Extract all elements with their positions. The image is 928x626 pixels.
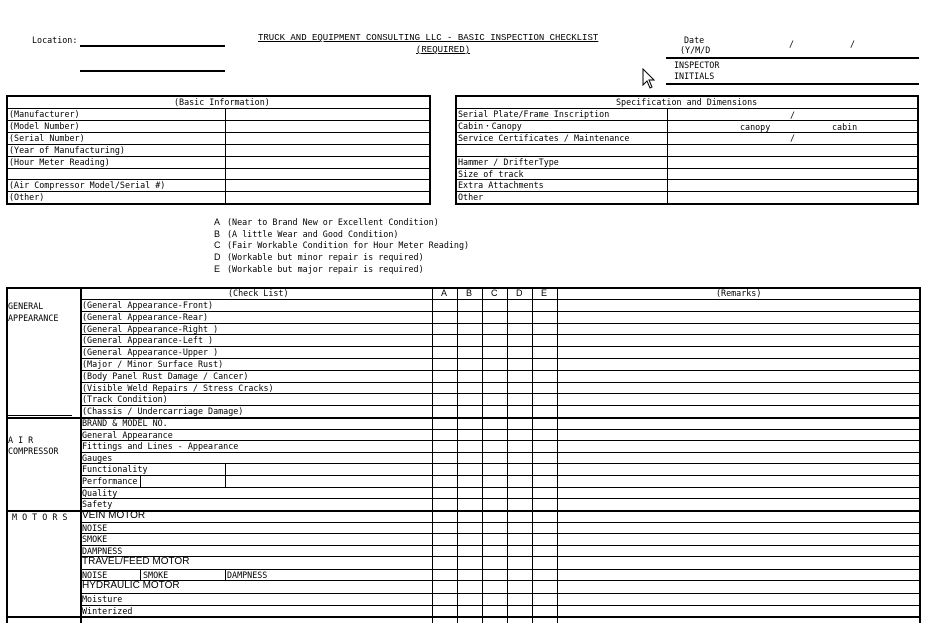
grade-letter: D [214,252,221,263]
spec-label: Cabin・Canopy [458,120,522,131]
grade-letter: E [214,263,221,274]
checklist-item: (General Appearance-Rear) [82,311,209,322]
location-label: Location: [32,35,78,45]
motor-heading: VEIN MOTOR [82,509,146,521]
row-divider [80,393,919,394]
spec-label: Extra Attachments [458,180,544,191]
spec-label: Size of track [458,168,524,179]
row-divider [80,463,919,464]
spec-label: Other [458,192,484,203]
motor-heading: HYDRAULIC MOTOR [82,580,180,592]
grade-description: (A little Wear and Good Condition) [227,228,399,239]
checklist-item: Performance [82,476,138,486]
section-label: A I R [8,435,34,445]
row-divider [80,429,919,430]
checklist-item: (General Appearance-Right ) [82,323,219,334]
grade-column-divider [457,287,458,623]
date-label: Date [684,35,705,45]
location-line-1[interactable] [80,45,225,47]
row-divider [80,487,919,488]
date-separator: / [850,39,856,49]
grade-letter: A [214,217,221,227]
table-right-border [919,287,921,623]
row-divider [80,605,919,606]
row-divider [80,522,919,523]
checklist-item: (General Appearance-Upper ) [82,347,219,358]
checklist-item: Quality [82,487,118,498]
grade-letter: C [214,240,221,251]
checklist-item: (Body Panel Rust Damage / Cancer) [82,370,249,381]
section-underline [8,415,72,416]
sub-cell-divider [140,475,141,487]
checklist-item: (Chassis / Undercarriage Damage) [82,406,244,417]
row-divider [6,191,431,192]
grade-column-divider [557,287,558,623]
grade-column-divider [507,287,508,623]
basic-info-label: (Air Compressor Model/Serial #) [9,180,166,191]
spec-label: Service Certificates / Maintenance [458,132,630,143]
checklist-item: Moisture [82,594,123,605]
row-divider [80,580,919,581]
row-divider [455,144,919,145]
grade-column-header: A [441,288,448,298]
checklist-item: SMOKE [82,534,108,545]
basic-info-label: (Manufacturer) [9,109,80,119]
initials-label: INITIALS [674,71,715,81]
row-divider [455,168,919,169]
checklist-item: (Visible Weld Repairs / Stress Cracks) [82,382,274,393]
canopy-option[interactable]: canopy [740,122,771,132]
row-divider [455,191,919,192]
row-divider [6,168,431,169]
row-divider [80,545,919,546]
checklist-item: Fittings and Lines - Appearance [82,441,239,452]
column-divider [225,108,226,205]
grade-column-header: B [466,288,473,298]
grade-description: (Workable but major repair is required) [227,263,424,274]
row-divider [80,452,919,453]
basic-info-label: (Other) [9,192,45,203]
checklist-item: BRAND & MODEL NO. [82,418,168,428]
document-title: TRUCK AND EQUIPMENT CONSULTING LLC - BASIC INSPECTION CHECKLIST [258,33,599,43]
checklist-item: (Track Condition) [82,394,168,405]
grade-column-header: E [541,288,548,298]
cabin-option[interactable]: cabin [832,122,858,132]
grade-description: (Near to Brand New or Excellent Condition) [227,217,439,227]
section-label: APPEARANCE [8,313,59,323]
basic-info-label: (Model Number) [9,120,80,131]
date-format-label: (Y/M/D [680,45,711,55]
basic-info-label: (Serial Number) [9,132,85,143]
date-separator: / [789,39,795,49]
row-divider [80,533,919,534]
spec-slash: / [790,110,796,120]
checklist-item: (General Appearance-Front) [82,300,214,310]
sub-cell-divider [225,463,226,486]
motor-heading: TRAVEL/FEED MOTOR [82,556,190,568]
checklist-item: NOISE [82,570,108,581]
section-label: M O T O R S [12,511,68,522]
inspector-label: INSPECTOR [674,60,720,70]
grade-description: (Workable but minor repair is required) [227,252,424,263]
checklist-item: DAMPNESS [227,570,268,581]
spec-slash: / [790,133,796,143]
section-label: GENERAL [8,301,44,311]
remarks-heading: (Remarks) [716,288,762,298]
table-top-border [6,287,919,289]
checklist-item: DAMPNESS [82,545,123,556]
document-subtitle: (REQUIRED) [416,45,471,55]
checklist-item: NOISE [82,522,108,533]
basic-info-heading: (Basic Information) [174,97,270,107]
initials-underline[interactable] [666,83,919,85]
grade-column-divider [532,287,533,623]
location-line-2[interactable] [80,70,225,72]
row-divider [455,120,919,121]
checklist-heading: (Check List) [228,288,289,298]
basic-info-label: (Hour Meter Reading) [9,156,110,167]
checklist-item: (Major / Minor Surface Rust) [82,359,224,369]
checklist-item: Safety [82,499,113,510]
checklist-item: Gauges [82,452,113,463]
checklist-item: Winterized [82,605,133,616]
grade-column-header: D [516,288,523,298]
spec-label: Serial Plate/Frame Inscription [458,109,610,119]
checklist-item: SMOKE [143,570,169,581]
checklist-item: General Appearance [82,429,173,440]
grade-column-header: C [491,288,498,298]
spec-label: Hammer / DrifterType [458,156,559,167]
grade-column-divider [482,287,483,623]
grade-letter: B [214,228,221,239]
row-divider [80,556,919,557]
spec-heading: Specification and Dimensions [616,97,758,107]
mouse-cursor-icon [642,68,656,90]
checklist-item: (General Appearance-Left ) [82,335,214,346]
row-divider [80,498,919,499]
grade-column-divider [432,287,433,623]
section-label: COMPRESSOR [8,446,59,456]
date-underline[interactable] [666,57,919,59]
column-divider [667,108,668,205]
table-bottom-border [6,616,919,618]
row-divider [80,593,919,594]
row-divider [80,569,919,570]
row-divider [80,475,919,476]
sub-cell-divider [140,569,141,580]
basic-info-label: (Year of Manufacturing) [9,144,125,155]
grade-description: (Fair Workable Condition for Hour Meter Reading) [227,240,470,251]
checklist-item: Functionality [82,464,148,475]
sub-cell-divider [225,569,226,580]
